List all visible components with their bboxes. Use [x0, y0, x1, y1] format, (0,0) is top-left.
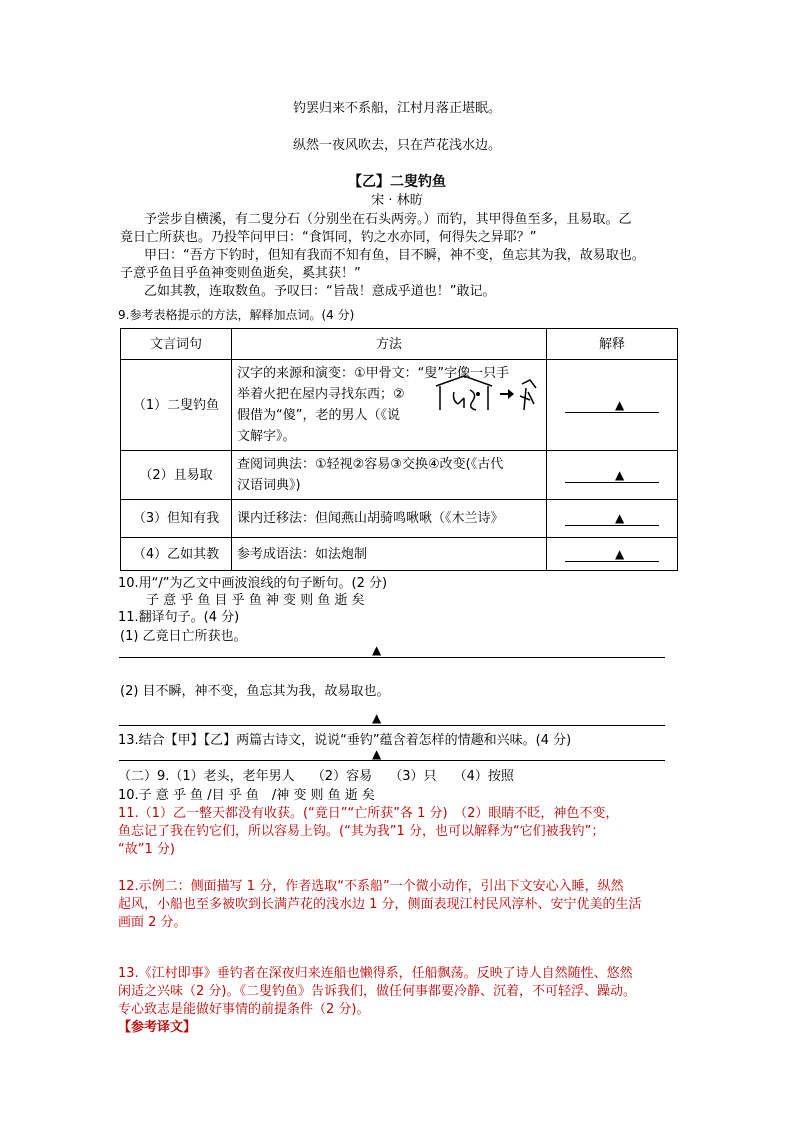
table-row — [121, 500, 678, 538]
term-cell: （2）且易取 — [121, 451, 232, 500]
answer-mark: ▲ — [615, 467, 625, 482]
answer-11-line1: 11.（1）乙一整天都没有收获。(“竟日”“亡所获”各 1 分) （2）眼睛不眨，神色不变， — [118, 806, 619, 821]
passage-p2-line2: 子意乎鱼目乎鱼神变则鱼逝矣，奚其获！” — [120, 266, 361, 281]
table-row — [121, 451, 678, 500]
q11-sentence-1: (1) 乙竟日亡所获也。 — [120, 629, 247, 644]
passage-p1-line1: 予尝步自横溪，有二叟分石（分别坐在石头两旁。）而钓，其甲得鱼至多，且易取。乙 — [144, 212, 632, 227]
passage-p1-line2: 竟日亡所获也。乃投竿问甲曰：“食饵同，钓之水亦同，何得失之异耶？” — [120, 230, 537, 245]
poem-line-1: 钓罢归来不系船，江村月落正堪眠。 — [292, 101, 501, 116]
answer-13-line1: 13.《江村即事》垂钓者在深夜归来连船也懒得系，任船飘荡。反映了诗人自然随性、悠然 — [118, 966, 633, 981]
reference-translation-heading: 【参考译文】 — [118, 1020, 197, 1035]
q11-sentence-2: (2) 目不瞬，神不变，鱼忘其为我，故易取也。 — [120, 684, 390, 699]
q9-table — [120, 328, 678, 571]
table-row — [121, 360, 678, 451]
term-cell: （3）但知有我 — [121, 500, 232, 538]
q11-answer-line-2 — [119, 725, 665, 726]
method-text-2: 汉语词典》) — [237, 478, 301, 493]
header-method: 方法 — [232, 329, 547, 360]
method-cell — [232, 451, 547, 500]
answer-mark: ▲ — [615, 511, 625, 525]
q11-answer-mark-2: ▲ — [372, 711, 382, 725]
header-explain: 解释 — [547, 329, 678, 360]
answer-cell — [547, 360, 678, 451]
method-text-2: 举着火把在屋内寻找东西；② — [237, 387, 405, 402]
method-text-4: 文解字》。 — [237, 429, 296, 444]
answer-cell — [547, 500, 678, 538]
method-text-3: 假借为“傻”，老的男人（《说 — [237, 408, 400, 423]
q13-answer-line — [119, 760, 665, 761]
answer-cell — [547, 451, 678, 500]
q11-answer-line-1 — [119, 657, 665, 658]
q11-answer-mark-1: ▲ — [372, 643, 382, 657]
term-cell: （4）乙如其教 — [121, 538, 232, 571]
answer-11-line3: “故”1 分) — [118, 842, 175, 857]
method-cell — [232, 360, 547, 451]
q10-prompt: 10.用“/”为乙文中画波浪线的句子断句。(2 分) — [118, 576, 388, 591]
method-cell: 课内迁移法：但闻燕山胡骑鸣啾啾（《木兰诗》 — [232, 500, 547, 538]
answer-11-line2: 鱼忘记了我在钓它们，所以容易上钩。(“其为我”1 分，也可以解释为“它们被我钓”； — [118, 824, 605, 839]
method-text-1: 汉字的来源和演变：①甲骨文：“叟”字像一只手 — [237, 366, 510, 381]
passage-author: 宋 · 林昉 — [371, 193, 423, 208]
answer-13-line2: 闲适之兴味（2 分)。《二叟钓鱼》告诉我们，做任何事都要冷静、沉着，不可轻浮、躁动。 — [118, 984, 636, 999]
answer-9: （二）9.（1）老头，老年男人 （2）容易 （3）只 （4）按照 — [118, 769, 514, 784]
q13-answer-mark: ▲ — [372, 747, 382, 761]
q10-sentence: 子 意 乎 鱼 目 乎 鱼 神 变 则 鱼 逝 矣 — [146, 593, 365, 608]
method-cell: 参考成语法：如法炮制 — [232, 538, 547, 571]
term-cell: （1）二叟钓鱼 — [121, 360, 232, 451]
answer-12-line1: 12.示例二：侧面描写 1 分，作者选取“不系船”一个微小动作，引出下文安心入睡，纵然 — [118, 879, 624, 894]
passage-title: 【乙】二叟钓鱼 — [348, 174, 446, 190]
header-term: 文言词句 — [121, 329, 232, 360]
passage-p2-line1: 甲曰：“吾方下钓时，但知有我而不知有鱼，目不瞬，神不变，鱼忘其为我，故易取也。 — [144, 248, 645, 263]
answer-10: 10.子 意 乎 鱼 /目 乎 鱼 /神 变 则 鱼 逝 矣 — [118, 788, 375, 803]
answer-12-line2: 起风，小船也至多被吹到长满芦花的浅水边 1 分，侧面表现江村民风淳朴、安宁优美的生活 — [118, 897, 642, 912]
q13-prompt: 13.结合【甲】【乙】两篇古诗文，说说“垂钓”蕴含着怎样的情趣和兴味。(4 分) — [118, 733, 572, 748]
passage-p3: 乙如其教，连取数鱼。予叹曰：“旨哉！意成乎道也！”敢记。 — [144, 284, 496, 299]
answer-mark: ▲ — [615, 546, 625, 561]
poem-line-2: 纵然一夜风吹去，只在芦花浅水边。 — [292, 138, 501, 153]
answer-13-line3: 专心致志是能做好事情的前提条件（2 分)。 — [118, 1002, 370, 1017]
q9-prompt: 9.参考表格提示的方法，解释加点词。(4 分) — [118, 308, 355, 322]
answer-mark: ▲ — [615, 397, 625, 412]
table-row — [121, 538, 678, 571]
oracle-bone-sou-icon — [434, 374, 538, 414]
method-text-1: 查阅词典法：①轻视②容易③交换④改变(《古代 — [237, 457, 504, 472]
q11-prompt: 11.翻译句子。(4 分) — [118, 610, 240, 625]
answer-cell — [547, 538, 678, 571]
answer-12-line3: 画面 2 分。 — [118, 915, 187, 930]
